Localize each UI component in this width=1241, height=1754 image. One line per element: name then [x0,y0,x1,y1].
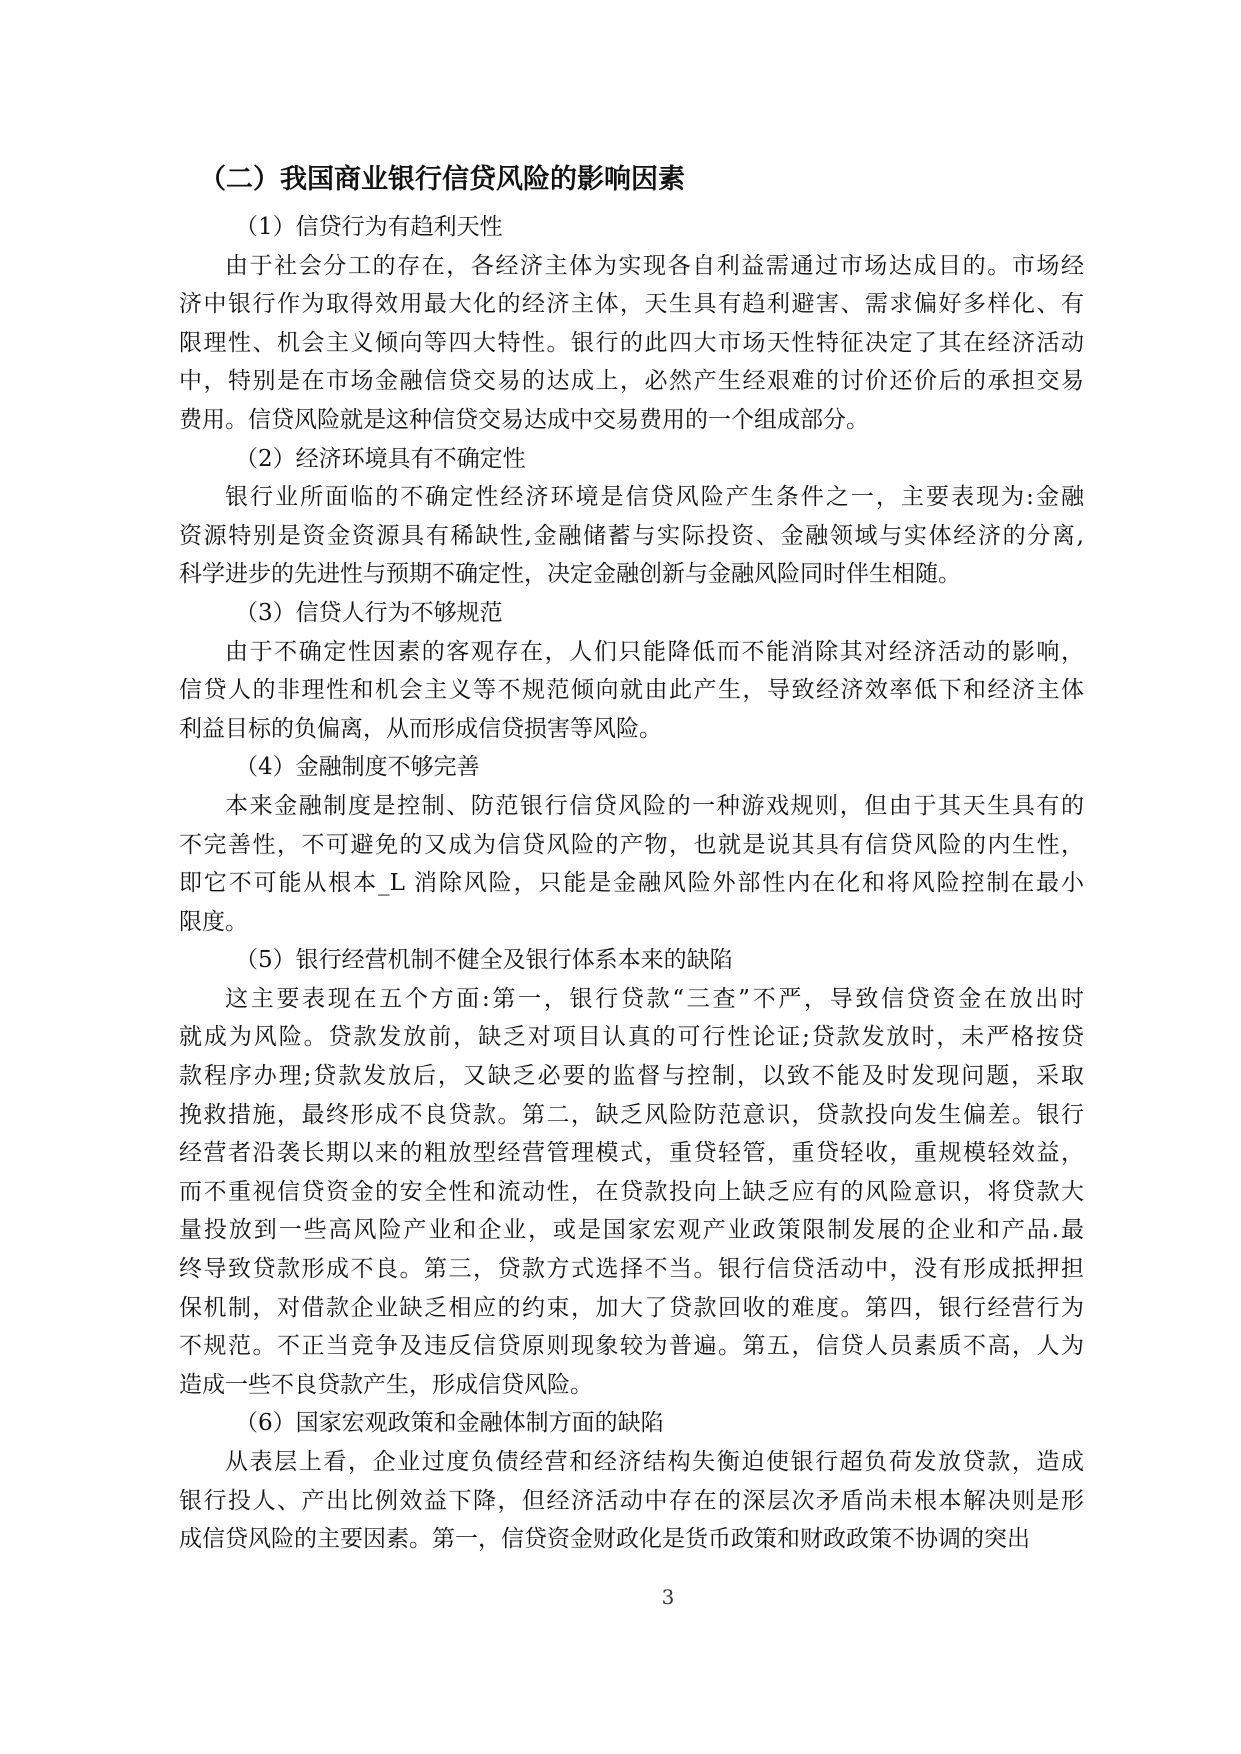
paragraph-line: 成信贷风险的主要因素。第一，信贷资金财政化是货币政策和财政政策不协调的突出 [179,1526,1030,1553]
page-number: 3 [661,1585,675,1609]
subsection-heading: （1）信贷行为有趋利天性 [235,214,503,240]
paragraph-line: 造成一些不良贷款产生，形成信贷风险。 [179,1371,593,1398]
body-paragraph [179,633,1084,749]
paragraph-line: 限理性、机会主义倾向等四大特性。银行的此四大市场天性特征决定了其在经济活动 [179,329,1084,356]
paragraph-line: 由于社会分工的存在，各经济主体为实现各自利益需通过市场达成目的。市场经 [225,252,1084,279]
paragraph-line: 本来金融制度是控制、防范银行信贷风险的一种游戏规则，但由于其天生具有的 [225,792,1084,819]
paragraph-line: 不规范。不正当竞争及违反信贷原则现象较为普遍。第五，信贷人员素质不高，人为 [179,1333,1084,1360]
paragraph-line: 资源特别是资金资源具有稀缺性,金融储蓄与实际投资、金融领域与实体经济的分离, [179,522,1084,549]
paragraph-line: 保机制，对借款企业缺乏相应的约束，加大了贷款回收的难度。第四，银行经营行为 [179,1294,1084,1321]
subsection-heading: （2）经济环境具有不确定性 [235,445,526,472]
subsection-heading: （3）信贷人行为不够规范 [235,599,503,626]
section-title: （二）我国商业银行信贷风险的影响因素 [199,164,685,195]
section-body [179,208,1084,1559]
paragraph-line: 挽救措施，最终形成不良贷款。第二，缺乏风险防范意识，贷款投向发生偏差。银行 [179,1101,1084,1128]
body-paragraph [179,980,1084,1405]
paragraph-line: 中，特别是在市场金融信贷交易的达成上，必然产生经艰难的讨价还价后的承担交易 [179,368,1084,395]
paragraph-line: 不完善性，不可避免的又成为信贷风险的产物，也就是说其具有信贷风险的内生性， [179,831,1084,858]
body-paragraph [179,1443,1084,1559]
paragraph-line: 利益目标的负偏离，从而形成信贷损害等风险。 [179,715,662,742]
paragraph-line: 这主要表现在五个方面:第一，银行贷款“三查”不严，导致信贷资金在放出时 [225,985,1084,1012]
body-paragraph [179,787,1084,941]
subsection-heading: （5）银行经营机制不健全及银行体系本来的缺陷 [235,947,733,974]
body-paragraph [179,478,1084,594]
paragraph-line: 经营者沿袭长期以来的粗放型经营管理模式，重贷轻管，重贷轻收，重规模轻效益， [179,1140,1084,1167]
page-content [179,152,1084,1559]
paragraph-line: 就成为风险。贷款发放前，缺乏对项目认真的可行性论证;贷款发放时，未严格按贷 [179,1024,1084,1051]
paragraph-line: 费用。信贷风险就是这种信贷交易达成中交易费用的一个组成部分。 [179,406,869,433]
paragraph-line: 限度。 [179,908,248,935]
paragraph-line: 终导致贷款形成不良。第三，贷款方式选择不当。银行信贷活动中，没有形成抵押担 [179,1256,1084,1283]
paragraph-line: 款程序办理;贷款发放后，又缺乏必要的监督与控制，以致不能及时发现问题，采取 [179,1063,1084,1090]
subsection-heading: （6）国家宏观政策和金融体制方面的缺陷 [235,1410,664,1437]
paragraph-line: 量投放到一些高风险产业和企业，或是国家宏观产业政策限制发展的企业和产品.最 [179,1217,1084,1244]
paragraph-line: 济中银行作为取得效用最大化的经济主体，天生具有趋利避害、需求偏好多样化、有 [179,291,1084,318]
subsection-heading: （4）金融制度不够完善 [235,754,480,781]
paragraph-line: 从表层上看，企业过度负债经营和经济结构失衡迫使银行超负荷发放贷款，造成 [225,1449,1084,1475]
paragraph-line: 即它不可能从根本_L 消除风险，只能是金融风险外部性内在化和将风险控制在最小 [179,870,1084,897]
paragraph-line: 银行业所面临的不确定性经济环境是信贷风险产生条件之一，主要表现为:金融 [225,484,1084,511]
paragraph-line: 银行投人、产出比例效益下降，但经济活动中存在的深层次矛盾尚未根本解决则是形 [179,1487,1084,1514]
paragraph-line: 由于不确定性因素的客观存在，人们只能降低而不能消除其对经济活动的影响， [225,638,1084,665]
paragraph-line: 科学进步的先进性与预期不确定性，决定金融创新与金融风险同时伴生相随。 [179,561,961,588]
paragraph-line: 而不重视信贷资金的安全性和流动性，在贷款投向上缺乏应有的风险意识，将贷款大 [179,1178,1084,1205]
paragraph-line: 信贷人的非理性和机会主义等不规范倾向就由此产生，导致经济效率低下和经济主体 [179,677,1084,704]
body-paragraph [179,247,1084,440]
